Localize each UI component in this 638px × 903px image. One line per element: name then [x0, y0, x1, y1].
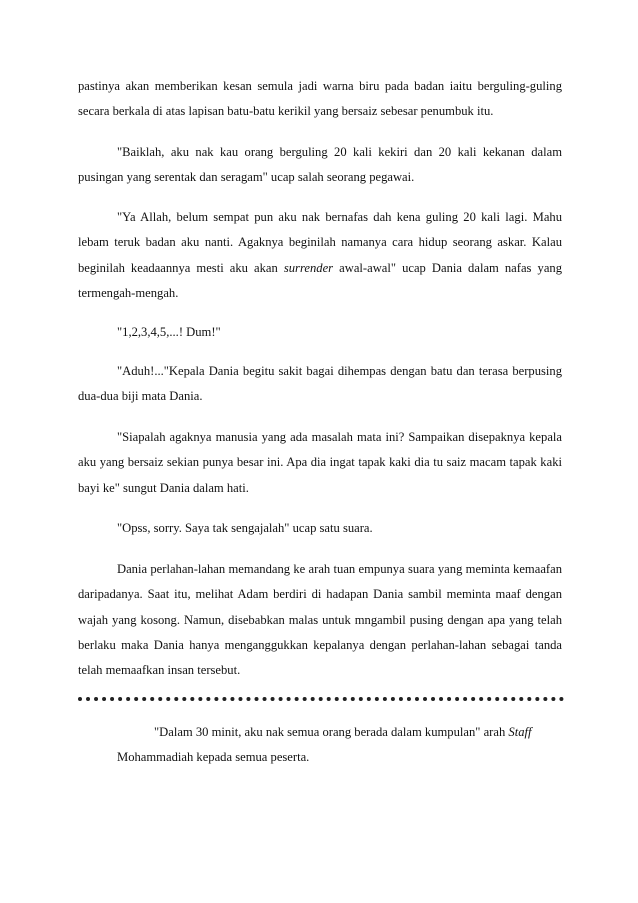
- paragraph-1: pastinya akan memberikan kesan semula jadi warna biru pada badan iaitu berguling-guling secara berkala di atas lapisan batu-batu kerikil yang bersaiz sebesar penumbuk itu.: [78, 79, 562, 119]
- italic-word-staff: Staff: [508, 725, 532, 739]
- paragraph-staff: "Dalam 30 minit, aku nak semua orang berada dalam kumpulan" arah Staff Mohammadiah kepada semua peserta.: [117, 725, 532, 765]
- paragraph-4: "1,2,3,4,5,...! Dum!": [117, 325, 221, 339]
- paragraph-8: Dania perlahan-lahan memandang ke arah tuan empunya suara yang meminta kemaafan daripadanya. Saat itu, melihat Adam berdiri di hadapan Dania sambil meminta maaf dengan wajah yang kosong. Namun, disebabkan malas untuk mngambil pusing dengan apa yang telah berlaku maka Dania hanya menganggukkan kepalanya dengan perlahan-lahan sebagai tanda telah memaafkan insan tersebut.: [78, 562, 562, 678]
- paragraph-7: "Opss, sorry. Saya tak sengajalah" ucap satu suara.: [117, 521, 373, 535]
- dotted-divider: [78, 697, 564, 701]
- paragraph-2: "Baiklah, aku nak kau orang berguling 20 kali kekiri dan 20 kali kekanan dalam pusingan yang serentak dan seragam" ucap salah seorang pegawai.: [78, 145, 562, 185]
- paragraph-5: "Aduh!..."Kepala Dania begitu sakit bagai dihempas dengan batu dan terasa berpusing dua-dua biji mata Dania.: [78, 364, 562, 404]
- paragraph-3: "Ya Allah, belum sempat pun aku nak bernafas dah kena guling 20 kali lagi. Mahu lebam teruk badan aku nanti. Agaknya beginilah namanya cara hidup seorang askar. Kalau beginilah keadaannya mesti aku akan surrender awal-awal" ucap Dania dalam nafas yang termengah-mengah.: [78, 210, 563, 300]
- italic-word-surrender: surrender: [283, 260, 334, 275]
- paragraph-6: "Siapalah agaknya manusia yang ada masalah mata ini? Sampaikan disepaknya kepala aku yang bersaiz sekian punya besar ini. Apa dia ingat tapak kaki dia tu saiz macam tapak kaki bayi ke" sungut Dania dalam hati.: [78, 430, 562, 495]
